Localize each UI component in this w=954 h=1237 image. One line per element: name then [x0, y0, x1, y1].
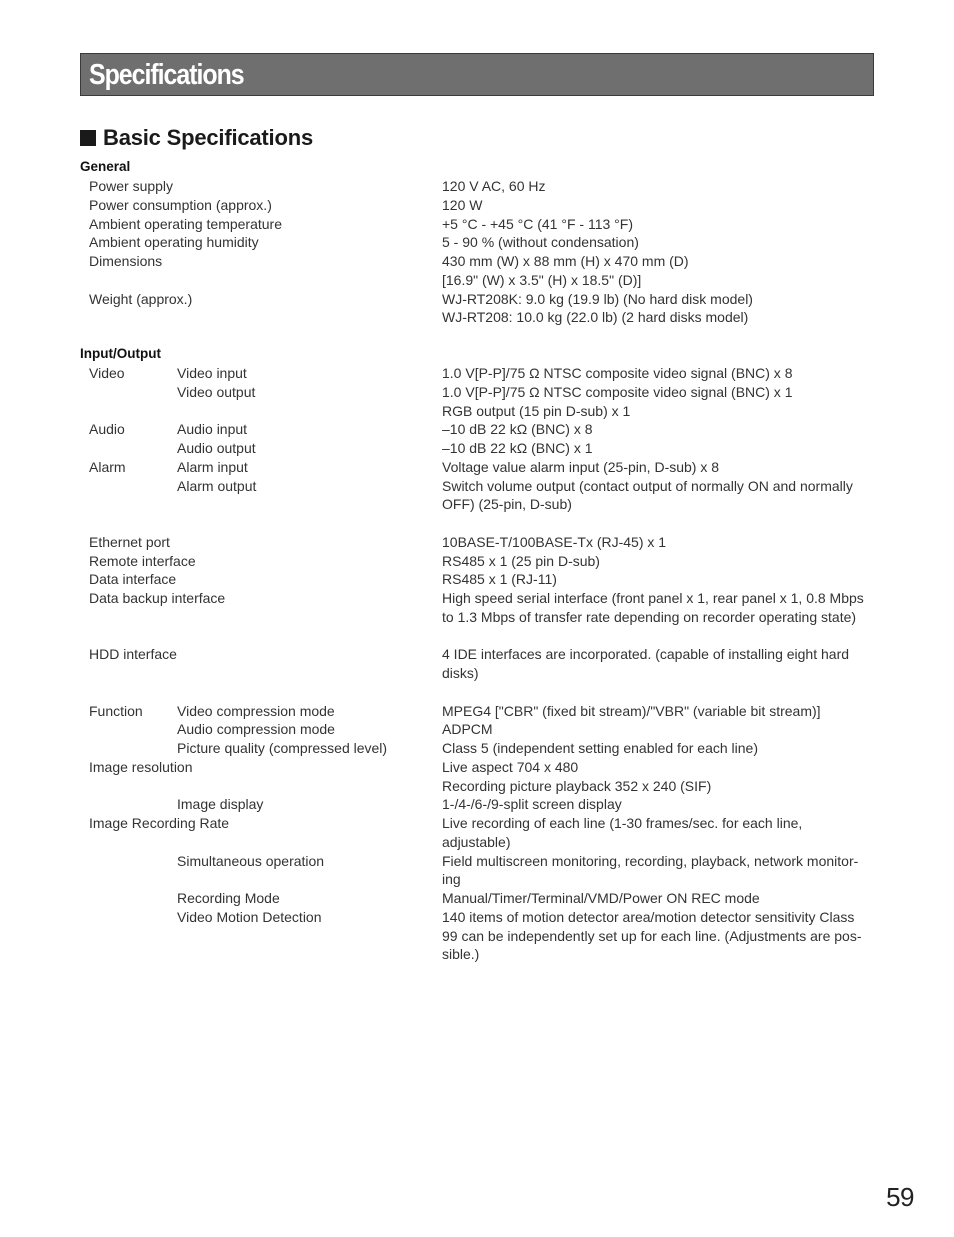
general-row: [0, 308, 954, 327]
spec-value: RGB output (15 pin D-sub) x 1: [442, 402, 631, 419]
io-row: [0, 908, 954, 927]
io-row: [0, 739, 954, 758]
io-row: [0, 439, 954, 458]
spec-label: Power supply: [89, 178, 174, 194]
spec-value: 1.0 V[P-P]/75 Ω NTSC composite video signal (BNC) x 1: [442, 383, 793, 400]
page-title: Specifications: [89, 59, 244, 91]
general-row: [0, 290, 954, 309]
io-row: [0, 383, 954, 402]
spec-sublabel: Video output: [177, 383, 256, 400]
io-row: [0, 777, 954, 796]
spec-category: Data interface: [89, 571, 177, 588]
spec-sublabel: Video compression mode: [177, 702, 335, 719]
io-row: [0, 702, 954, 721]
spec-sublabel: Recording Mode: [177, 890, 280, 906]
square-bullet-icon: [80, 130, 96, 146]
section-heading-text: Basic Specifications: [103, 125, 313, 150]
io-row: [0, 589, 954, 608]
page-number: 59: [886, 1182, 914, 1212]
spec-category: Data backup interface: [89, 590, 226, 606]
spec-value: 5 - 90 % (without condensation): [442, 234, 639, 251]
io-row: [0, 552, 954, 571]
spec-value: 4 IDE interfaces are incorporated. (capable of installing eight hard: [442, 646, 850, 663]
io-row: [0, 889, 954, 908]
io-row: [0, 570, 954, 589]
spec-value: Manual/Timer/Terminal/VMD/Power ON REC mode: [442, 890, 760, 906]
io-row: [0, 608, 954, 627]
spec-label: Ambient operating temperature: [89, 215, 282, 232]
page-title-banner: [80, 53, 874, 96]
spec-label: Power consumption (approx.): [89, 196, 272, 213]
spec-value: Class 5 (independent setting enabled for each line): [442, 740, 758, 756]
spec-value: 120 W: [442, 196, 483, 213]
spec-sublabel: Audio compression mode: [177, 721, 335, 738]
spec-value: OFF) (25-pin, D-sub): [442, 496, 572, 513]
io-row: [0, 645, 954, 664]
spec-value: 140 items of motion detector area/motion detector sensitivity Class: [442, 908, 855, 925]
spec-value: –10 dB 22 kΩ (BNC) x 8: [442, 421, 593, 438]
spec-sublabel: Image display: [177, 796, 264, 813]
general-row: [0, 252, 954, 271]
io-row: [0, 758, 954, 777]
spec-value: RS485 x 1 (RJ-11): [442, 571, 557, 588]
spec-value: MPEG4 ["CBR" (fixed bit stream)/"VBR" (variable bit stream)]: [442, 702, 821, 719]
io-row: [0, 833, 954, 852]
spec-sublabel: Video input: [177, 365, 247, 381]
spec-sublabel: Alarm output: [177, 477, 257, 494]
spec-category: Remote interface: [89, 552, 196, 569]
spec-value: Voltage value alarm input (25-pin, D-sub) x 8: [442, 458, 720, 475]
spec-value: sible.): [442, 946, 480, 963]
spec-sublabel: Alarm input: [177, 458, 248, 475]
io-row: [0, 870, 954, 889]
spec-value: 99 can be independently set up for each line. (Adjustments are pos-: [442, 927, 862, 944]
spec-category: Function: [89, 702, 143, 719]
spec-value: WJ-RT208: 10.0 kg (22.0 lb) (2 hard disks model): [442, 309, 749, 326]
spec-category: Image Recording Rate: [89, 815, 230, 831]
spec-sublabel: Video Motion Detection: [177, 908, 322, 925]
general-row: [0, 177, 954, 196]
spec-value: Live recording of each line (1-30 frames/sec. for each line,: [442, 815, 803, 831]
spec-category: Ethernet port: [89, 533, 170, 550]
spec-category: Video: [89, 365, 125, 381]
io-row: [0, 720, 954, 739]
spec-value: to 1.3 Mbps of transfer rate depending on recorder operating state): [442, 608, 857, 625]
spec-value: RS485 x 1 (25 pin D-sub): [442, 552, 600, 569]
general-row: [0, 271, 954, 290]
io-row: [0, 852, 954, 871]
spec-value: WJ-RT208K: 9.0 kg (19.9 lb) (No hard disk model): [442, 290, 753, 307]
spec-value: ing: [442, 871, 461, 888]
spec-value: 1.0 V[P-P]/75 Ω NTSC composite video signal (BNC) x 8: [442, 365, 793, 381]
spec-value: High speed serial interface (front panel x 1, rear panel x 1, 0.8 Mbps: [442, 590, 864, 606]
io-row: [0, 402, 954, 421]
spec-value: Live aspect 704 x 480: [442, 758, 579, 775]
spec-value: 10BASE-T/100BASE-Tx (RJ-45) x 1: [442, 533, 667, 550]
spec-sublabel: Audio input: [177, 421, 248, 438]
spec-category: HDD interface: [89, 646, 177, 663]
spec-value: Switch volume output (contact output of normally ON and normally: [442, 477, 853, 494]
spec-value: +5 °C - +45 °C (41 °F - 113 °F): [442, 215, 633, 232]
io-row: [0, 420, 954, 439]
spec-value: 120 V AC, 60 Hz: [442, 178, 546, 194]
spec-value: adjustable): [442, 833, 511, 850]
io-row: [0, 495, 954, 514]
io-row: [0, 533, 954, 552]
spec-value: 430 mm (W) x 88 mm (H) x 470 mm (D): [442, 253, 689, 269]
spec-sublabel: Audio output: [177, 440, 256, 456]
general-row: [0, 233, 954, 252]
spec-sublabel: Simultaneous operation: [177, 852, 325, 869]
io-row: [0, 364, 954, 383]
spec-label: Weight (approx.): [89, 290, 193, 307]
spec-label: Dimensions: [89, 253, 163, 269]
spec-category: Image resolution: [89, 758, 193, 775]
spec-label: Ambient operating humidity: [89, 234, 259, 251]
general-group-title: General: [80, 159, 131, 174]
spec-value: ADPCM: [442, 721, 493, 738]
spec-value: disks): [442, 665, 479, 681]
io-row: [0, 927, 954, 946]
spec-value: Recording picture playback 352 x 240 (SIF): [442, 777, 712, 794]
io-row: [0, 664, 954, 683]
spec-value: [16.9" (W) x 3.5" (H) x 18.5" (D)]: [442, 271, 642, 288]
spec-category: Alarm: [89, 458, 126, 475]
general-row: [0, 215, 954, 234]
io-row: [0, 795, 954, 814]
io-group-title: Input/Output: [80, 346, 161, 361]
spec-value: –10 dB 22 kΩ (BNC) x 1: [442, 440, 593, 456]
general-row: [0, 196, 954, 215]
spec-sublabel: Picture quality (compressed level): [177, 740, 388, 756]
spec-value: Field multiscreen monitoring, recording, playback, network monitor-: [442, 852, 859, 869]
io-row: [0, 945, 954, 964]
io-row: [0, 477, 954, 496]
io-row: [0, 458, 954, 477]
section-heading: [80, 124, 313, 152]
io-row: [0, 814, 954, 833]
spec-value: 1-/4-/6-/9-split screen display: [442, 796, 622, 813]
spec-category: Audio: [89, 421, 125, 438]
